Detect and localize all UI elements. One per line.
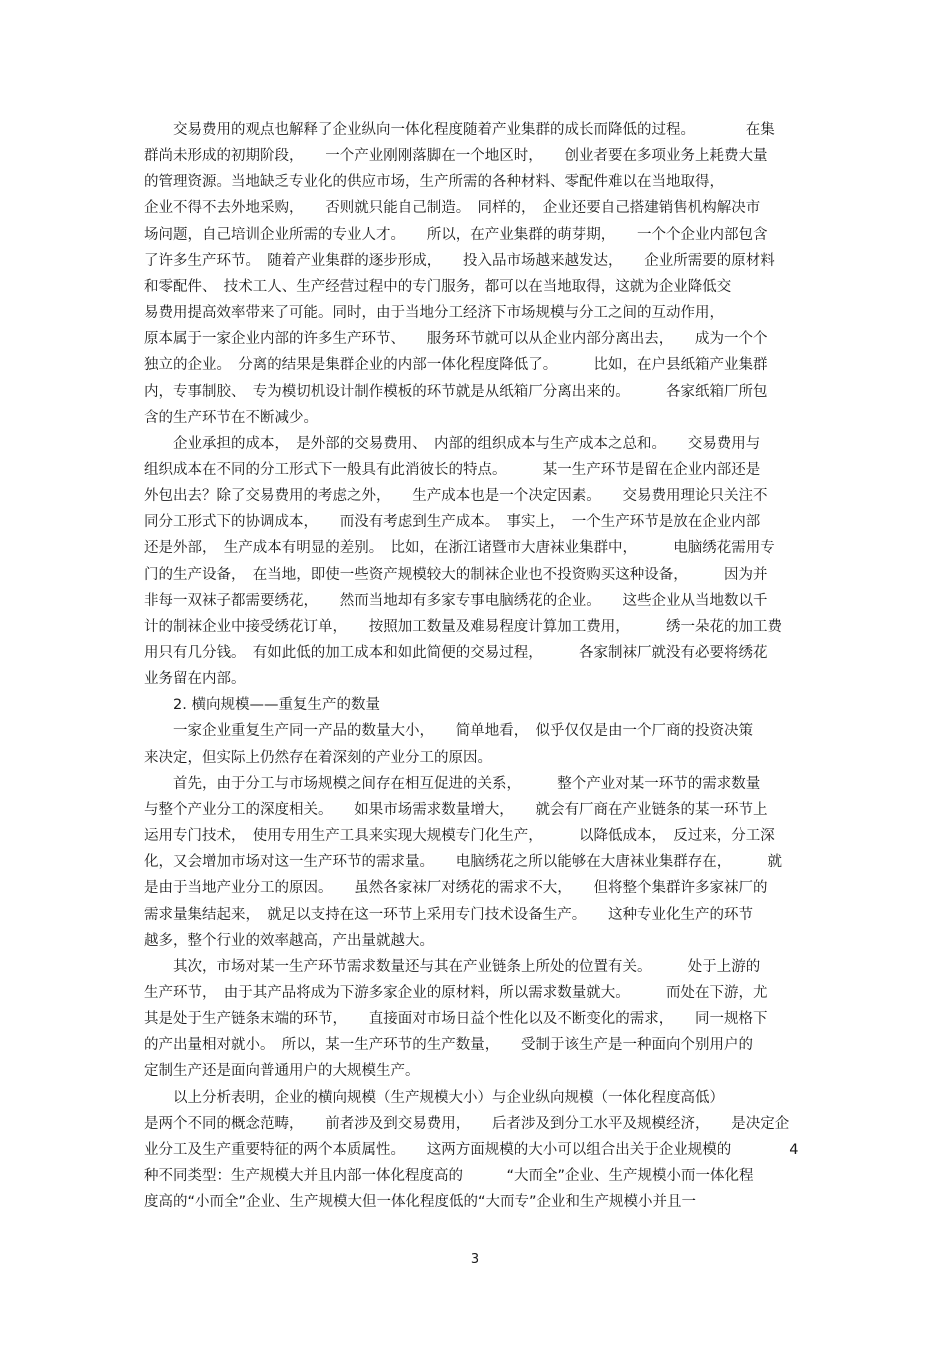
text-line: 的管理资源。当地缺乏专业化的供应市场，生产所需的各种材料、零配件难以在当地取得，: [144, 174, 724, 191]
text-line: 内，专事制胶、 专为模切机设计制作模板的环节就是从纸箱厂分离出来的。 各家纸箱厂所包: [144, 383, 768, 400]
text-line: 越多，整个行业的效率越高，产出量就越大。: [144, 932, 434, 949]
text-line: 交易费用的观点也解释了企业纵向一体化程度随着产业集群的成长而降低的过程。 在集: [144, 122, 775, 138]
text-line: 群尚未形成的初期阶段， 一个产业刚刚落脚在一个地区时， 创业者要在多项业务上耗费大量: [144, 148, 768, 165]
text-line: 含的生产环节在不断减少。: [144, 409, 318, 426]
text-line: 同分工形式下的协调成本， 而没有考虑到生产成本。 事实上， 一个生产环节是放在企业内部: [144, 514, 761, 531]
text-line: 企业不得不去外地采购， 否则就只能自己制造。 同样的， 企业还要自己搭建销售机构解决市: [144, 200, 761, 217]
text-line: 计的制袜企业中接受绣花订单， 按照加工数量及难易程度计算加工费用， 绣一朵花的加工费: [144, 618, 782, 635]
text-line: 非每一双袜子都需要绣花， 然而当地却有多家专事电脑绣花的企业。 这些企业从当地数以千: [144, 592, 768, 609]
page-number: 3: [470, 1252, 480, 1267]
text-line: 业分工及生产重要特征的两个本质属性。 这两方面规模的大小可以组合出关于企业规模的 4: [144, 1141, 799, 1158]
text-line: 定制生产还是面向普通用户的大规模生产。: [144, 1063, 420, 1080]
text-line: 化，又会增加市场对这一生产环节的需求量。 电脑绣花之所以能够在大唐袜业集群存在， 就: [144, 854, 782, 871]
text-line: 业务留在内部。: [144, 671, 246, 688]
text-line: 企业承担的成本， 是外部的交易费用、 内部的组织成本与生产成本之总和。 交易费用与: [144, 435, 761, 452]
text-line: 首先，由于分工与市场规模之间存在相互促进的关系， 整个产业对某一环节的需求数量: [144, 775, 761, 792]
text-line: 2. 横向规模——重复生产的数量: [144, 697, 380, 714]
text-line: 独立的企业。 分离的结果是集群企业的内部一体化程度降低了。 比如，在户县纸箱产业集群: [144, 357, 768, 374]
text-line: 需求量集结起来， 就足以支持在这一环节上采用专门技术设备生产。 这种专业化生产的环节: [144, 906, 753, 923]
text-line: 度高的“小而全”企业、生产规模大但一体化程度低的“大而专”企业和生产规模小并且一: [144, 1194, 697, 1211]
text-line: 用只有几分钱。 有如此低的加工成本和如此简便的交易过程， 各家制袜厂就没有必要将绣花: [144, 645, 768, 661]
text-line: 外包出去？除了交易费用的考虑之外， 生产成本也是一个决定因素。 交易费用理论只关注不: [144, 488, 768, 505]
text-line: 是由于当地产业分工的原因。 虽然各家袜厂对绣花的需求不大， 但将整个集群许多家袜厂的: [144, 880, 768, 897]
text-line: 门的生产设备， 在当地，即使一些资产规模较大的制袜企业也不投资购买这种设备， 因为并: [144, 566, 768, 583]
text-line: 其次，市场对某一生产环节需求数量还与其在产业链条上所处的位置有关。 处于上游的: [144, 958, 761, 975]
text-line: 生产环节， 由于其产品将成为下游多家企业的原材料，所以需求数量就大。 而处在下游，尤: [144, 984, 768, 1001]
text-line: 以上分析表明，企业的横向规模（生产规模大小）与企业纵向规模（一体化程度高低）: [144, 1089, 724, 1106]
text-line: 了许多生产环节。 随着产业集群的逐步形成， 投入品市场越来越发达， 企业所需要的原材料: [144, 252, 775, 269]
text-line: 易费用提高效率带来了可能。同时，由于当地分工经济下市场规模与分工之间的互动作用，: [144, 305, 724, 321]
text-line: 场问题，自己培训企业所需的专业人才。 所以，在产业集群的萌芽期， 一个个企业内部包含: [144, 226, 768, 243]
text-line: 的产出量相对就小。 所以，某一生产环节的生产数量， 受制于该生产是一种面向个别用户的: [144, 1037, 753, 1054]
text-line: 和零配件、 技术工人、生产经营过程中的专门服务，都可以在当地取得，这就为企业降低交: [144, 278, 732, 295]
text-line: 来决定，但实际上仍然存在着深刻的产业分工的原因。: [144, 749, 492, 766]
text-line: 还是外部， 生产成本有明显的差别。 比如，在浙江诸暨市大唐袜业集群中， 电脑绣花需用专: [144, 540, 775, 557]
text-line: 种不同类型：生产规模大并且内部一体化程度高的 “大而全”企业、生产规模小而一体化程: [144, 1168, 754, 1184]
text-line: 运用专门技术， 使用专用生产工具来实现大规模专门化生产， 以降低成本， 反过来，分工深: [144, 828, 775, 844]
text-line: 原本属于一家企业内部的许多生产环节、 服务环节就可以从企业内部分离出去， 成为一个个: [144, 331, 768, 348]
text-line: 是两个不同的概念范畴， 前者涉及到交易费用， 后者涉及到分工水平及规模经济， 是决定企: [144, 1115, 790, 1132]
text-line: 与整个产业分工的深度相关。 如果市场需求数量增大， 就会有厂商在产业链条的某一环节上: [144, 801, 768, 818]
text-line: 其是处于生产链条末端的环节， 直接面对市场日益个性化以及不断变化的需求， 同一规格下: [144, 1011, 768, 1028]
text-line: 一家企业重复生产同一产品的数量大小， 简单地看， 似乎仅仅是由一个厂商的投资决策: [144, 723, 753, 740]
text-line: 组织成本在不同的分工形式下一般具有此消彼长的特点。 某一生产环节是留在企业内部还是: [144, 461, 761, 478]
